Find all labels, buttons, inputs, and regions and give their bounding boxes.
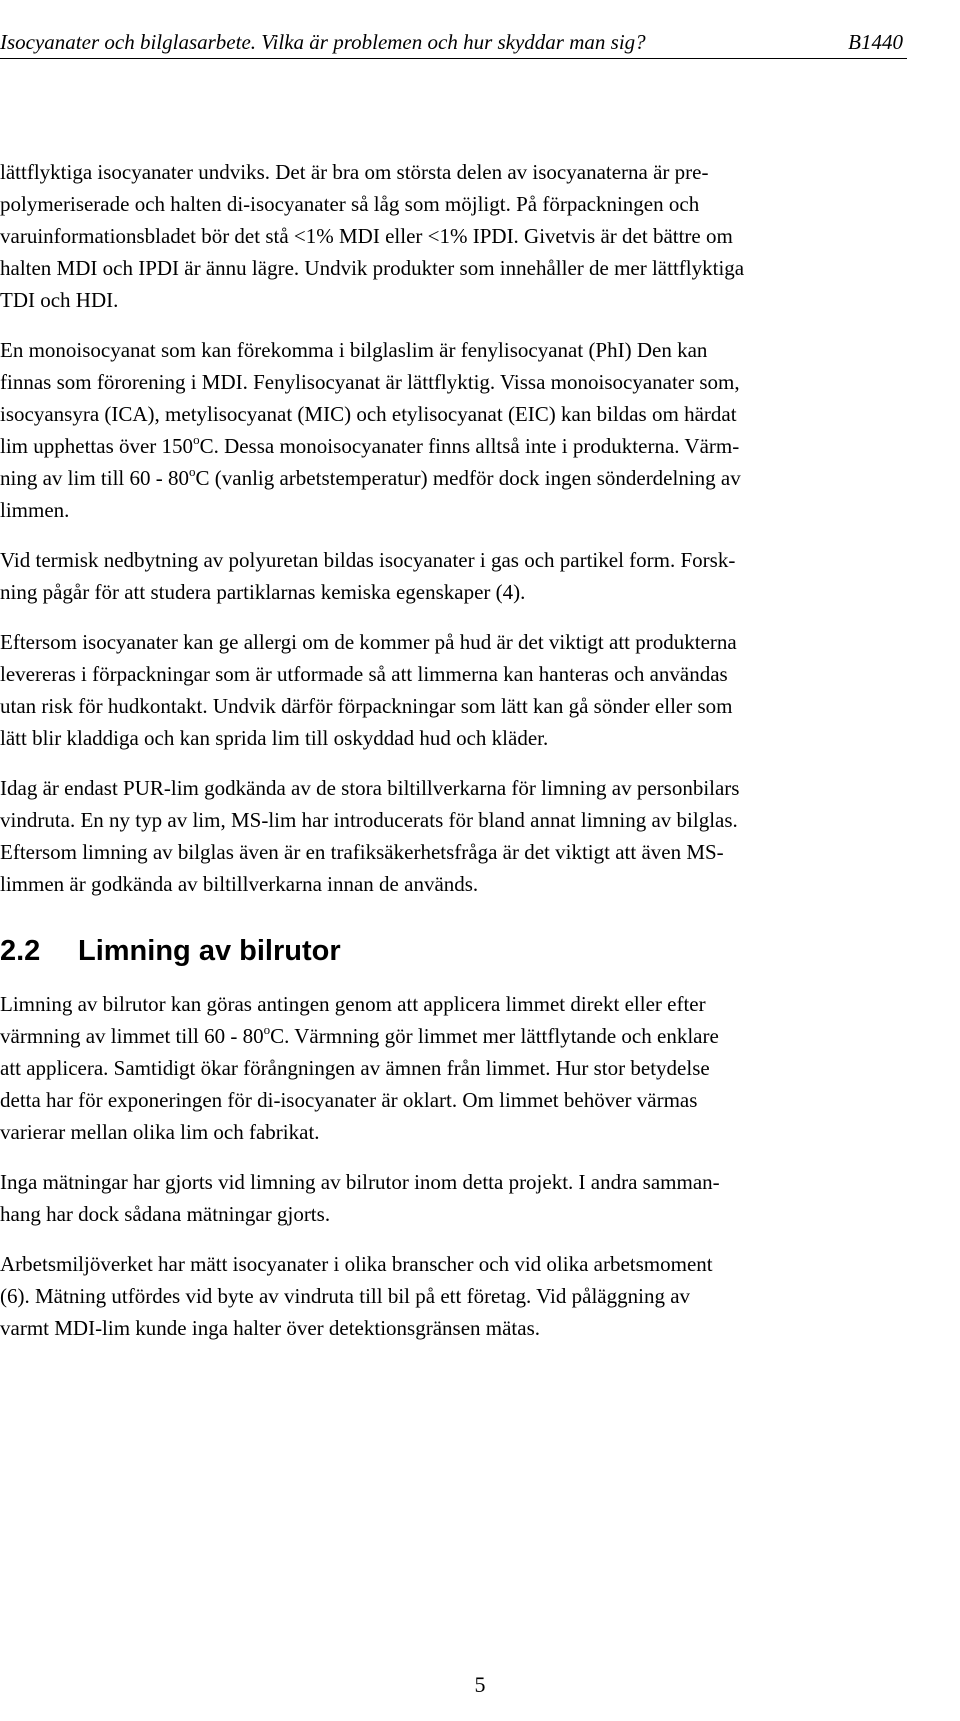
degree-superscript: o bbox=[263, 1022, 271, 1037]
paragraph-1 bbox=[0, 156, 920, 316]
text-line: Idag är endast PUR-lim godkända av de stora biltillverkarna för limning av personbilars bbox=[0, 776, 740, 800]
text-line: vindruta. En ny typ av lim, MS-lim har introducerats för bland annat limning av bilglas. bbox=[0, 808, 738, 832]
text-line bbox=[0, 1020, 920, 1052]
body-text bbox=[0, 156, 920, 1362]
text-line: varmt MDI-lim kunde inga halter över detektionsgränsen mätas. bbox=[0, 1316, 541, 1340]
header-title: Isocyanater och bilglasarbete. Vilka är problemen och hur skyddar man sig? bbox=[0, 30, 646, 54]
section-paragraph-2 bbox=[0, 1166, 920, 1230]
text-fragment: värmning av limmet till 60 - 80 bbox=[0, 1024, 264, 1048]
text-line: finnas som förorening i MDI. Fenylisocyanat är lättflyktig. Vissa monoisocyanater som, bbox=[0, 370, 740, 394]
text-line: detta har för exponeringen för di-isocyanater är oklart. Om limmet behöver värmas bbox=[0, 1088, 698, 1112]
text-line: TDI och HDI. bbox=[0, 288, 119, 312]
text-line: En monoisocyanat som kan förekomma i bilglaslim är fenylisocyanat (PhI) Den kan bbox=[0, 338, 708, 362]
text-line: Eftersom limning av bilglas även är en trafiksäkerhetsfråga är det viktigt att även MS- bbox=[0, 840, 724, 864]
text-line bbox=[0, 462, 920, 494]
paragraph-4 bbox=[0, 626, 920, 754]
paragraph-3 bbox=[0, 544, 920, 608]
page-number: 5 bbox=[474, 1672, 486, 1697]
text-line: varierar mellan olika lim och fabrikat. bbox=[0, 1120, 320, 1144]
header-report-id: B1440 bbox=[848, 30, 903, 54]
text-line: limmen. bbox=[0, 498, 70, 522]
paragraph-2 bbox=[0, 334, 920, 526]
text-line: (6). Mätning utfördes vid byte av vindruta till bil på ett företag. Vid påläggning av bbox=[0, 1284, 691, 1308]
text-line: isocyansyra (ICA), metylisocyanat (MIC) och etylisocyanat (EIC) kan bildas om härdat bbox=[0, 402, 737, 426]
text-line: Arbetsmiljöverket har mätt isocyanater i olika branscher och vid olika arbetsmoment bbox=[0, 1252, 713, 1276]
text-fragment: C. Värmning gör limmet mer lättflytande och enklare bbox=[270, 1024, 719, 1048]
section-number: 2.2 bbox=[0, 935, 41, 967]
text-fragment: C (vanlig arbetstemperatur) medför dock ingen sönderdelning av bbox=[195, 466, 741, 490]
text-line: lättflyktiga isocyanater undviks. Det är bra om största delen av isocyanaterna är pre- bbox=[0, 160, 709, 184]
degree-superscript: o bbox=[193, 432, 200, 447]
text-line: lätt blir kladdiga och kan sprida lim till oskyddad hud och kläder. bbox=[0, 726, 549, 750]
section-title: Limning av bilrutor bbox=[78, 935, 341, 967]
section-paragraph-1 bbox=[0, 988, 920, 1148]
text-line: levereras i förpackningar som är utformade så att limmerna kan hanteras och användas bbox=[0, 662, 728, 686]
text-line bbox=[0, 430, 920, 462]
section-heading bbox=[0, 928, 920, 974]
text-line: Vid termisk nedbytning av polyuretan bildas isocyanater i gas och partikel form. Forsk- bbox=[0, 548, 736, 572]
text-line: hang har dock sådana mätningar gjorts. bbox=[0, 1202, 331, 1226]
degree-superscript: o bbox=[189, 464, 196, 479]
running-header bbox=[0, 26, 907, 59]
text-line: halten MDI och IPDI är ännu lägre. Undvik produkter som innehåller de mer lättflyktiga bbox=[0, 256, 745, 280]
text-fragment: ning av lim till 60 - 80 bbox=[0, 466, 189, 490]
paragraph-5 bbox=[0, 772, 920, 900]
text-fragment: lim upphettas över 150 bbox=[0, 434, 194, 458]
text-line: utan risk för hudkontakt. Undvik därför förpackningar som lätt kan gå sönder eller som bbox=[0, 694, 733, 718]
text-line: ning pågår för att studera partiklarnas kemiska egenskaper (4). bbox=[0, 580, 526, 604]
text-line: varuinformationsbladet bör det stå <1% MDI eller <1% IPDI. Givetvis är det bättre om bbox=[0, 224, 733, 248]
text-line: polymeriserade och halten di-isocyanater så låg som möjligt. På förpackningen och bbox=[0, 192, 700, 216]
text-fragment: C. Dessa monoisocyanater finns alltså inte i produkterna. Värm- bbox=[199, 434, 740, 458]
section-paragraph-3 bbox=[0, 1248, 920, 1344]
text-line: Eftersom isocyanater kan ge allergi om de kommer på hud är det viktigt att produkterna bbox=[0, 630, 737, 654]
text-line: Inga mätningar har gjorts vid limning av bilrutor inom detta projekt. I andra samman- bbox=[0, 1170, 720, 1194]
text-line: limmen är godkända av biltillverkarna innan de används. bbox=[0, 872, 479, 896]
text-line: att applicera. Samtidigt ökar förångningen av ämnen från limmet. Hur stor betydelse bbox=[0, 1056, 710, 1080]
text-line: Limning av bilrutor kan göras antingen genom att applicera limmet direkt eller efter bbox=[0, 992, 706, 1016]
